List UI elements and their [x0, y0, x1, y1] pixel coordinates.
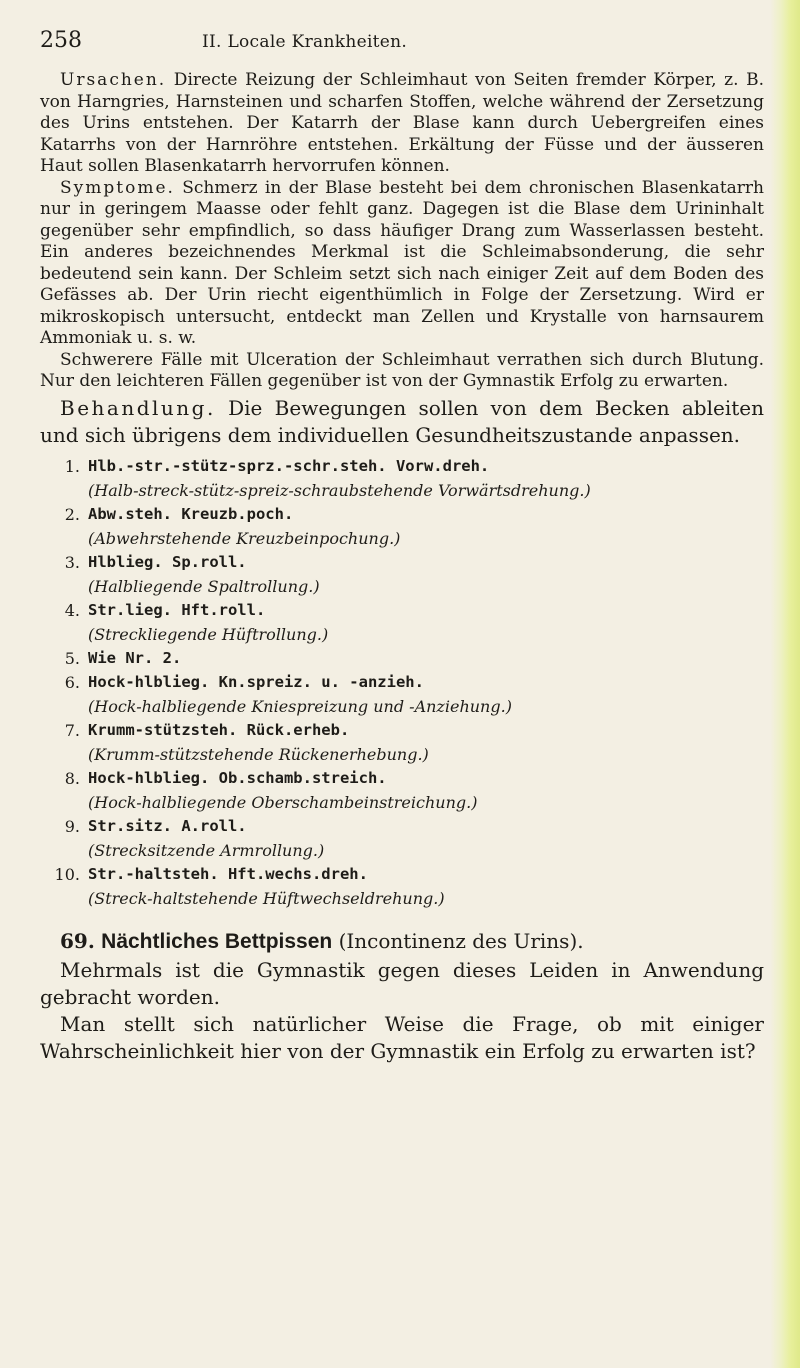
symptome-text: Schmerz in der Blase besteht bei dem chronischen Blasenkatarrh nur in geringem Maasse oder fehlt ganz. Dagegen ist die Blase dem Urininhalt gegenüber sehr empfindlich, so dass häufiger Drang zum Wasserlassen besteht. Ein anderes bezeichnendes Merkmal ist die Schleimabsonderung, die sehr bedeutend sein kann. Der Schleim setzt sich nach einiger Zeit auf dem Boden des Gefässes ab. Der Urin riecht eigenthümlich in Folge der Zersetzung. Wird er mikroskopisch untersucht, entdeckt man Zellen und Krystalle von harnsaurem Ammoniak u. s. w. [40, 177, 764, 348]
paragraph-behandlung [40, 395, 764, 449]
exercise-abbreviation: Abw.steh. Kreuzb.poch. [88, 504, 294, 523]
exercise-number: 8. [64, 768, 80, 788]
behandlung-label: Behandlung. [60, 395, 216, 420]
exercise-full-text: (Strecksitzende Armrollung.) [88, 840, 325, 860]
behandlung-text: Die Bewegungen sollen von dem Becken ableiten und sich übrigens dem individuellen Gesundheitszustande anpassen. [40, 395, 764, 447]
section-subtitle: (Incontinenz des Urins). [332, 928, 584, 953]
exercise-full-text: (Krumm-stützstehende Rückenerhebung.) [88, 744, 429, 764]
exercise-item [40, 767, 764, 790]
exercise-full-text: (Abwehrstehende Kreuzbeinpochung.) [88, 528, 401, 548]
exercise-full-text: (Hock-halbliegende Oberschambeinstreichung.) [88, 792, 478, 812]
exercise-item [40, 719, 764, 742]
paragraph-ursachen [40, 70, 764, 178]
page-edge-stain [770, 0, 800, 1368]
exercise-full-name [40, 527, 764, 550]
exercise-full-text: (Streckliegende Hüftrollung.) [88, 624, 329, 644]
exercise-number: 2. [64, 504, 80, 524]
exercise-number: 4. [64, 600, 80, 620]
exercise-full-name [40, 479, 764, 502]
exercise-number: 3. [64, 552, 80, 572]
exercise-item [40, 599, 764, 622]
exercise-full-name [40, 695, 764, 718]
symptome-label: Symptome. [60, 177, 175, 198]
exercise-number: 7. [64, 720, 80, 740]
section-title: Nächtliches Bettpissen [101, 929, 333, 953]
exercise-full-name [40, 743, 764, 766]
paragraph-symptome [40, 178, 764, 350]
exercise-full-text: (Halbliegende Spaltrollung.) [88, 576, 320, 596]
exercise-number: 6. [64, 672, 80, 692]
section-69-heading [40, 926, 764, 957]
exercise-full-name [40, 575, 764, 598]
exercise-item [40, 671, 764, 694]
exercise-item [40, 503, 764, 526]
running-head: II. Locale Krankheiten. [202, 32, 408, 52]
exercise-full-name [40, 791, 764, 814]
exercise-full-name [40, 887, 764, 910]
exercise-number: 10. [54, 864, 80, 884]
exercise-full-text: (Hock-halbliegende Kniespreizung und -Anziehung.) [88, 696, 512, 716]
exercise-abbreviation: Wie Nr. 2. [88, 648, 182, 667]
exercise-abbreviation: Str.sitz. A.roll. [88, 816, 247, 835]
exercise-full-text: (Halb-streck-stütz-spreiz-schraubstehende Vorwärtsdrehung.) [88, 480, 591, 500]
exercise-item [40, 551, 764, 574]
exercise-abbreviation: Hock-hlblieg. Kn.spreiz. u. -anzieh. [88, 672, 424, 691]
exercise-item [40, 455, 764, 478]
exercise-item [40, 863, 764, 886]
exercise-number: 1. [64, 456, 80, 476]
section-69-paragraph-2: Man stellt sich natürlicher Weise die Frage, ob mit einiger Wahrscheinlichkeit hier von der Gymnastik ein Erfolg zu erwarten ist? [40, 1011, 764, 1063]
exercise-item [40, 815, 764, 838]
ursachen-text: Directe Reizung der Schleimhaut von Seiten fremder Körper, z. B. von Harngries, Harnsteinen und scharfen Stoffen, welche während der Zersetzung des Urins entstehen. Der Katarrh der Blase kann durch Uebergreifen eines Katarrhs von der Harnröhre entstehen. Erkältung der Füsse und der äusseren Haut sollen Blasenkatarrh hervorrufen können. [40, 70, 764, 176]
page-number: 258 [40, 28, 82, 53]
page-body [40, 70, 764, 1065]
exercise-number: 5. [64, 648, 80, 668]
exercise-abbreviation: Str.-haltsteh. Hft.wechs.dreh. [88, 864, 368, 883]
page-header [40, 28, 740, 58]
exercise-item [40, 647, 764, 670]
exercise-abbreviation: Hlblieg. Sp.roll. [88, 552, 247, 571]
ursachen-label: Ursachen. [60, 70, 167, 90]
exercise-full-name [40, 839, 764, 862]
exercise-abbreviation: Str.lieg. Hft.roll. [88, 600, 266, 619]
exercise-full-text: (Streck-haltstehende Hüftwechseldrehung.) [88, 888, 445, 908]
exercise-full-name [40, 623, 764, 646]
exercise-abbreviation: Krumm-stützsteh. Rück.erheb. [88, 720, 350, 739]
section-number: 69. [60, 928, 95, 953]
exercise-abbreviation: Hlb.-str.-stütz-sprz.-schr.steh. Vorw.dreh. [88, 456, 490, 475]
section-69-paragraph-1: Mehrmals ist die Gymnastik gegen dieses Leiden in Anwendung gebracht worden. [40, 957, 764, 1009]
paragraph-schwerere: Schwerere Fälle mit Ulceration der Schleimhaut verrathen sich durch Blutung. Nur den leichteren Fällen gegenüber ist von der Gymnastik Erfolg zu erwarten. [40, 349, 764, 391]
exercise-list [40, 455, 764, 910]
exercise-number: 9. [64, 816, 80, 836]
exercise-abbreviation: Hock-hlblieg. Ob.schamb.streich. [88, 768, 387, 787]
